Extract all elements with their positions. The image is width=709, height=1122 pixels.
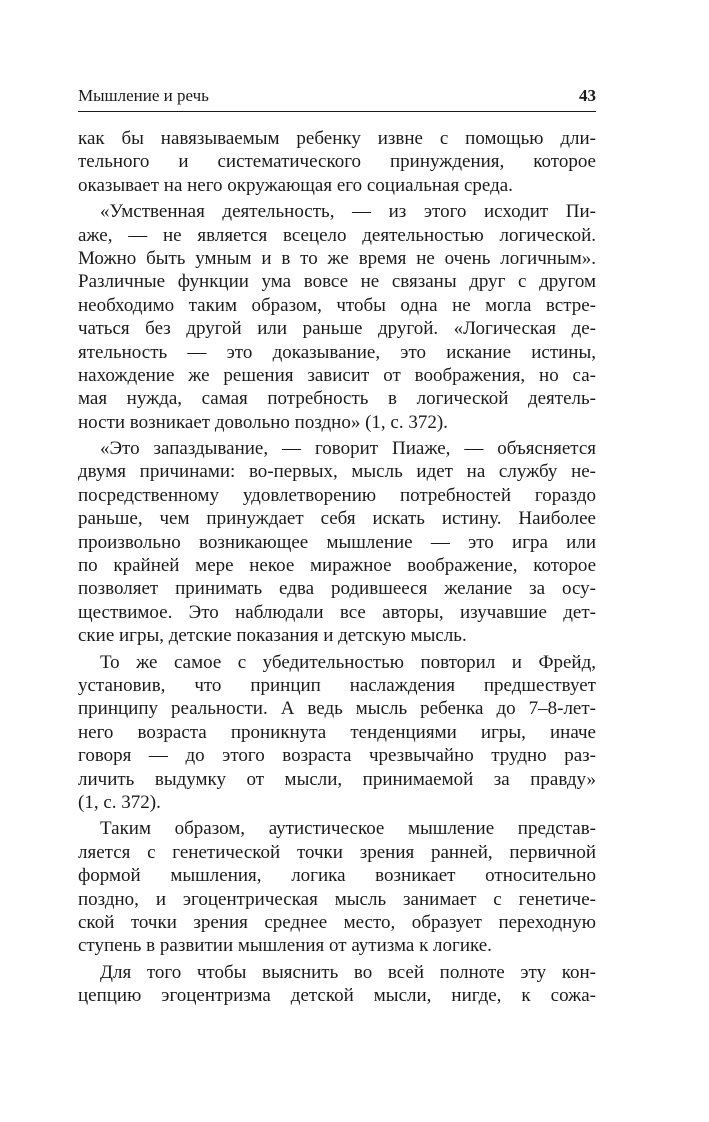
text-line: (1, с. 372). — [78, 791, 161, 813]
text-line: Различные функции ума вовсе не связаны друг с другом — [78, 271, 596, 293]
text-line: установив, что принцип наслаждения предшествует — [78, 674, 596, 696]
text-line: тельного и систематического принуждения, которое — [78, 151, 596, 173]
text-line: как бы навязываемым ребенку извне с помощью дли- — [78, 128, 596, 149]
text-line: говоря — до этого возраста чрезвычайно трудно раз- — [78, 745, 596, 767]
text-line: по крайней мере некое миражное воображение, которое — [78, 555, 596, 577]
text-line: принципу реальности. А ведь мысль ребенка до 7–8-лет- — [78, 698, 596, 720]
text-line: Таким образом, аутистическое мышление представ- — [100, 818, 596, 840]
text-line: чаться без другой или раньше другой. «Логическая де- — [78, 318, 596, 340]
text-line: позволяет принимать едва родившееся желание за осу- — [78, 578, 596, 600]
body-text — [78, 127, 596, 1007]
text-line: ществимое. Это наблюдали все авторы, изучавшие дет- — [78, 601, 596, 623]
text-line: поздно, и эгоцентрическая мысль занимает с генетиче- — [78, 888, 596, 910]
text-line: посредственному удовлетворению потребностей гораздо — [78, 484, 596, 506]
text-line: формой мышления, логика возникает относительно — [78, 865, 596, 887]
text-line: ступень в развитии мышления от аутизма к логике. — [78, 935, 492, 957]
text-line: необходимо таким образом, чтобы одна не могла встре- — [78, 294, 596, 316]
text-line: личить выдумку от мысли, принимаемой за правду» — [78, 768, 596, 790]
text-line: цепцию эгоцентризма детской мысли, нигде, к сожа- — [78, 985, 596, 1007]
text-line: «Это запаздывание, — говорит Пиаже, — объясняется — [100, 438, 596, 460]
text-line: То же самое с убедительностью повторил и Фрейд, — [100, 651, 596, 673]
text-line: мая нужда, самая потребность в логической деятель- — [78, 388, 596, 410]
text-line: оказывает на него окружающая его социальная среда. — [78, 174, 513, 196]
text-line: аже, — не является всецело деятельностью логической. — [78, 224, 596, 246]
text-line: него возраста проникнута тенденциями игры, иначе — [78, 721, 596, 743]
text-line: ской точки зрения среднее место, образует переходную — [78, 911, 596, 933]
text-line: «Умственная деятельность, — из этого исходит Пи- — [100, 201, 596, 223]
header-rule — [78, 111, 596, 112]
text-line: нахождение же решения зависит от воображения, но са- — [78, 364, 596, 386]
text-line: раньше, чем принуждает себя искать истину. Наиболее — [78, 508, 596, 530]
running-head-title: Мышление и речь — [78, 86, 209, 105]
text-line: произвольно возникающее мышление — это игра или — [78, 531, 596, 553]
text-line: Можно быть умным и в то же время не очень логичным». — [78, 247, 596, 269]
text-line: Для того чтобы выяснить во всей полноте эту кон- — [100, 961, 596, 983]
text-line: ности возникает довольно поздно» (1, с. 372). — [78, 411, 448, 433]
running-head — [78, 84, 596, 108]
text-line: ские игры, детские показания и детскую мысль. — [78, 625, 467, 647]
text-line: ляется с генетической точки зрения ранней, первичной — [78, 841, 596, 863]
page-number: 43 — [579, 86, 596, 105]
text-line: двумя причинами: во-первых, мысль идет на службу не- — [78, 461, 596, 483]
text-line: ятельность — это доказывание, это искание истины, — [78, 341, 596, 363]
